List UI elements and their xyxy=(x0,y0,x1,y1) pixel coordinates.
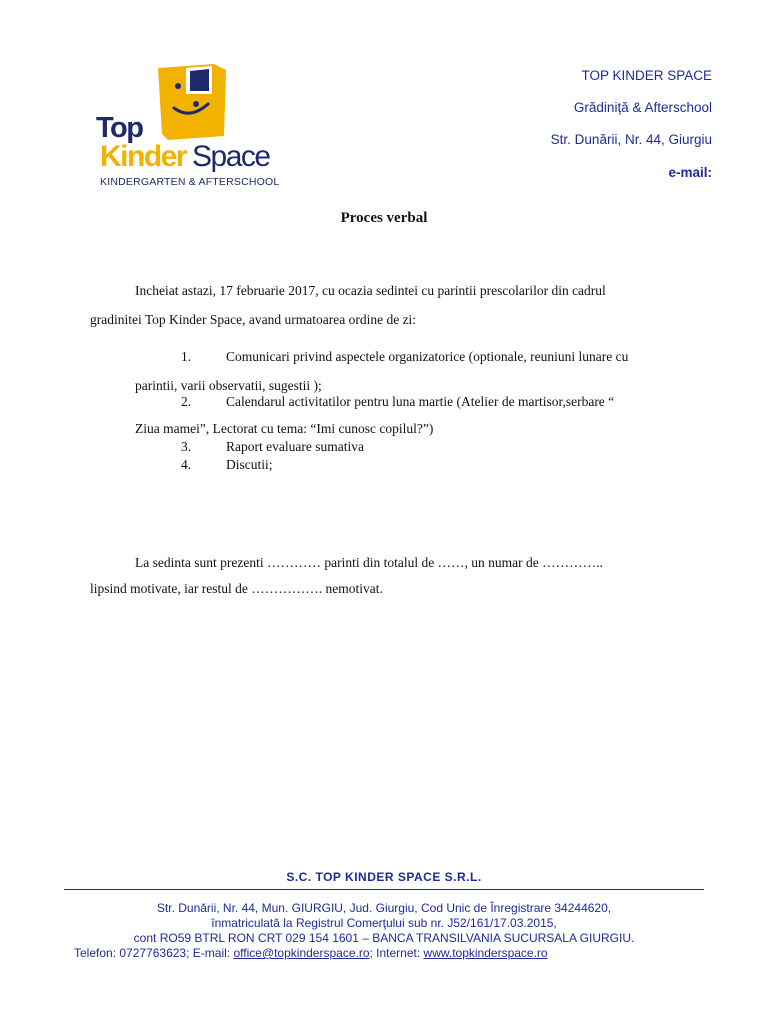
intro-line-2: gradinitei Top Kinder Space, avand urmatoarea ordine de zi: xyxy=(90,312,417,327)
footer-internet-label: ; Internet: xyxy=(369,946,424,960)
header-company-name: TOP KINDER SPACE xyxy=(581,68,712,83)
logo-word-kinder: Kinder xyxy=(100,140,187,173)
footer-contact xyxy=(74,946,548,960)
agenda-item-text: Calendarul activitatilor pentru luna martie (Atelier de martisor,serbare “ xyxy=(226,394,615,409)
agenda-item-text-cont: Ziua mamei”, Lectorat cu tema: “Imi cunosc copilul?”) xyxy=(135,421,434,436)
logo-word-top: Top xyxy=(96,112,143,144)
header-address: Str. Dunării, Nr. 44, Giurgiu xyxy=(550,132,712,147)
agenda-item-text: Discutii; xyxy=(226,457,273,472)
agenda-item-number: 2. xyxy=(181,394,192,409)
agenda-item-number: 4. xyxy=(181,457,192,472)
presence-line-2: lipsind motivate, iar restul de ……………. nemotivat. xyxy=(90,581,383,596)
header-subtitle: Grădiniță & Afterschool xyxy=(573,100,712,115)
footer-email-link[interactable]: office@topkinderspace.ro xyxy=(233,946,370,960)
footer-bank-account: cont RO59 BTRL RON CRT 029 154 1601 – BANCA TRANSILVANIA SUCURSALA GIURGIU. xyxy=(133,931,635,945)
footer-phone: Telefon: 0727763623; E-mail: xyxy=(74,946,234,960)
logo-word-space: Space xyxy=(192,140,270,173)
intro-line-1: Incheiat astazi, 17 februarie 2017, cu ocazia sedintei cu parintii prescolarilor din cadrul xyxy=(135,283,606,298)
header-email-label: e-mail: xyxy=(668,165,712,180)
agenda-item-text-cont: parintii, varii observatii, sugestii ); xyxy=(135,378,322,393)
footer-website-link[interactable]: www.topkinderspace.ro xyxy=(423,946,548,960)
footer-divider xyxy=(64,889,704,890)
presence-line-1: La sedinta sunt prezenti ………… parinti din totalul de ……, un numar de ………….. xyxy=(135,555,603,570)
footer-company-name: S.C. TOP KINDER SPACE S.R.L. xyxy=(286,870,482,884)
footer-address: Str. Dunării, Nr. 44, Mun. GIURGIU, Jud. Giurgiu, Cod Unic de Înregistrare 34244620, xyxy=(156,901,612,915)
agenda-item-number: 3. xyxy=(181,439,192,454)
footer-registration: înmatriculată la Registrul Comerţului sub nr. J52/161/17.03.2015, xyxy=(211,916,557,930)
agenda-item-number: 1. xyxy=(181,349,192,364)
agenda-item-text: Raport evaluare sumativa xyxy=(226,439,364,454)
company-logo xyxy=(90,62,295,192)
logo-tagline: KINDERGARTEN & AFTERSCHOOL xyxy=(100,176,280,188)
smiley-logo-icon xyxy=(154,64,230,142)
agenda-item-text: Comunicari privind aspectele organizatorice (optionale, reuniuni lunare cu xyxy=(226,349,629,364)
document-title: Proces verbal xyxy=(340,210,428,226)
